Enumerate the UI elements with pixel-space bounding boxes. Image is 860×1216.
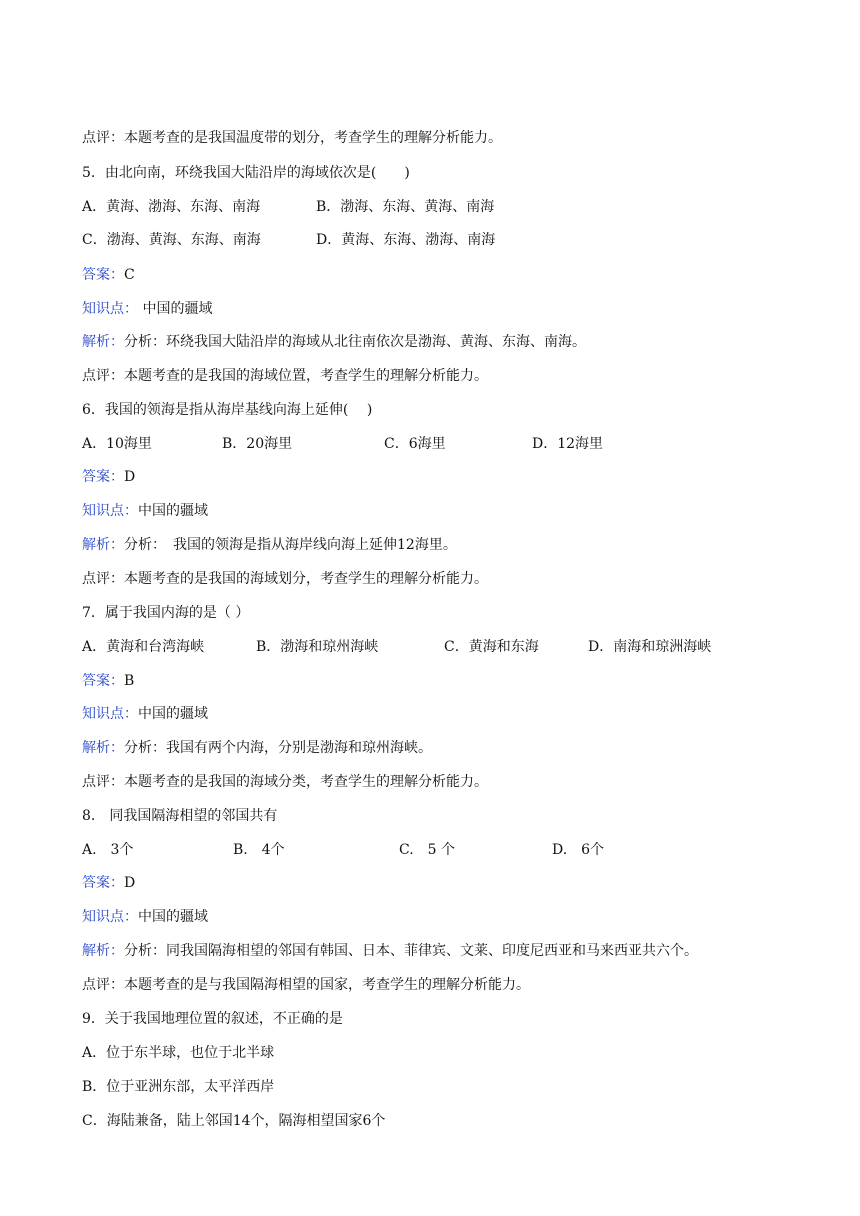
q7-stem: 7．属于我国内海的是（ ） [82,605,250,621]
q8-knowledge-point [82,907,208,927]
knowledge-point-label: 知识点： [82,706,138,722]
q7-analysis [82,738,432,758]
knowledge-point-value: 中国的疆域 [138,706,208,722]
q7-option-c: C．黄海和东海 [444,639,539,655]
answer-value: D [124,469,136,485]
q6-option-b: B．20海里 [222,436,293,452]
q5-options-row1 [82,197,802,217]
q5-knowledge-point [82,299,212,319]
q6-option-d: D．12海里 [532,436,604,452]
q6-option-a: A．10海里 [82,436,152,452]
answer-value: D [124,875,136,891]
q4-comment: 点评：本题考查的是我国温度带的划分，考查学生的理解分析能力。 [82,130,502,146]
q5-comment: 点评：本题考查的是我国的海域位置，考查学生的理解分析能力。 [82,368,488,384]
answer-value: B [124,673,135,689]
q5-options-row2 [82,230,802,250]
q7-option-d: D．南海和琼洲海峡 [588,639,712,655]
q8-answer [82,873,135,893]
q6-comment: 点评：本题考查的是我国的海域划分，考查学生的理解分析能力。 [82,571,488,587]
analysis-label: 解析： [82,740,124,756]
analysis-label: 解析： [82,943,124,959]
answer-label: 答案： [82,875,124,891]
knowledge-point-value: 中国的疆域 [138,301,213,317]
q6-answer [82,467,135,487]
q8-option-d: D. 6个 [552,842,605,858]
q7-option-b: B．渤海和琼州海峡 [256,639,379,655]
knowledge-point-value: 中国的疆域 [138,909,208,925]
q9-option-a: A．位于东半球，也位于北半球 [82,1045,275,1061]
q9-option-c: C．海陆兼备，陆上邻国14个，隔海相望国家6个 [82,1113,386,1129]
q7-option-a: A．黄海和台湾海峡 [82,639,205,655]
q8-option-b: B. 4个 [233,842,285,858]
q8-option-a: A. 3个 [82,842,134,858]
analysis-label: 解析： [82,537,124,553]
q6-option-c: C．6海里 [384,436,446,452]
answer-label: 答案： [82,673,124,689]
answer-label: 答案： [82,469,124,485]
q5-option-c: C．渤海、黄海、东海、南海 [82,232,261,248]
q6-knowledge-point [82,501,208,521]
analysis-text: 分析： 我国的领海是指从海岸线向海上延伸12海里。 [124,537,457,553]
analysis-text: 分析：环绕我国大陆沿岸的海域从北往南依次是渤海、黄海、东海、南海。 [124,334,586,350]
q8-analysis [82,941,698,961]
q8-stem: 8. 同我国隔海相望的邻国共有 [82,808,278,824]
q8-option-c: C. 5 个 [399,842,456,858]
knowledge-point-label: 知识点： [82,503,138,519]
knowledge-point-label: 知识点： [82,909,138,925]
analysis-label: 解析： [82,334,124,350]
q9-stem: 9．关于我国地理位置的叙述，不正确的是 [82,1011,343,1027]
q5-analysis [82,332,586,352]
analysis-text: 分析：同我国隔海相望的邻国有韩国、日本、菲律宾、文莱、印度尼西亚和马来西亚共六个。 [124,943,698,959]
q6-stem: 6．我国的领海是指从海岸基线向海上延伸( ) [82,402,373,418]
q7-answer [82,671,134,691]
answer-label: 答案： [82,267,124,283]
q7-options-row [82,637,802,657]
q5-answer [82,265,135,285]
answer-value: C [124,267,135,283]
q7-knowledge-point [82,704,208,724]
q6-analysis [82,535,457,555]
knowledge-point-label: 知识点： [82,301,138,317]
q8-options-row [82,840,802,860]
q7-comment: 点评：本题考查的是我国的海域分类，考查学生的理解分析能力。 [82,774,488,790]
q5-option-d: D．黄海、东海、渤海、南海 [316,232,496,248]
q5-stem: 5．由北向南，环绕我国大陆沿岸的海域依次是( ) [82,165,410,181]
analysis-text: 分析：我国有两个内海，分别是渤海和琼州海峡。 [124,740,432,756]
q8-comment: 点评：本题考查的是与我国隔海相望的国家，考查学生的理解分析能力。 [82,977,530,993]
q5-option-a: A．黄海、渤海、东海、南海 [82,199,261,215]
knowledge-point-value: 中国的疆域 [138,503,208,519]
q5-option-b: B．渤海、东海、黄海、南海 [316,199,495,215]
q6-options-row [82,434,802,454]
q9-option-b: B．位于亚洲东部，太平洋西岸 [82,1079,275,1095]
